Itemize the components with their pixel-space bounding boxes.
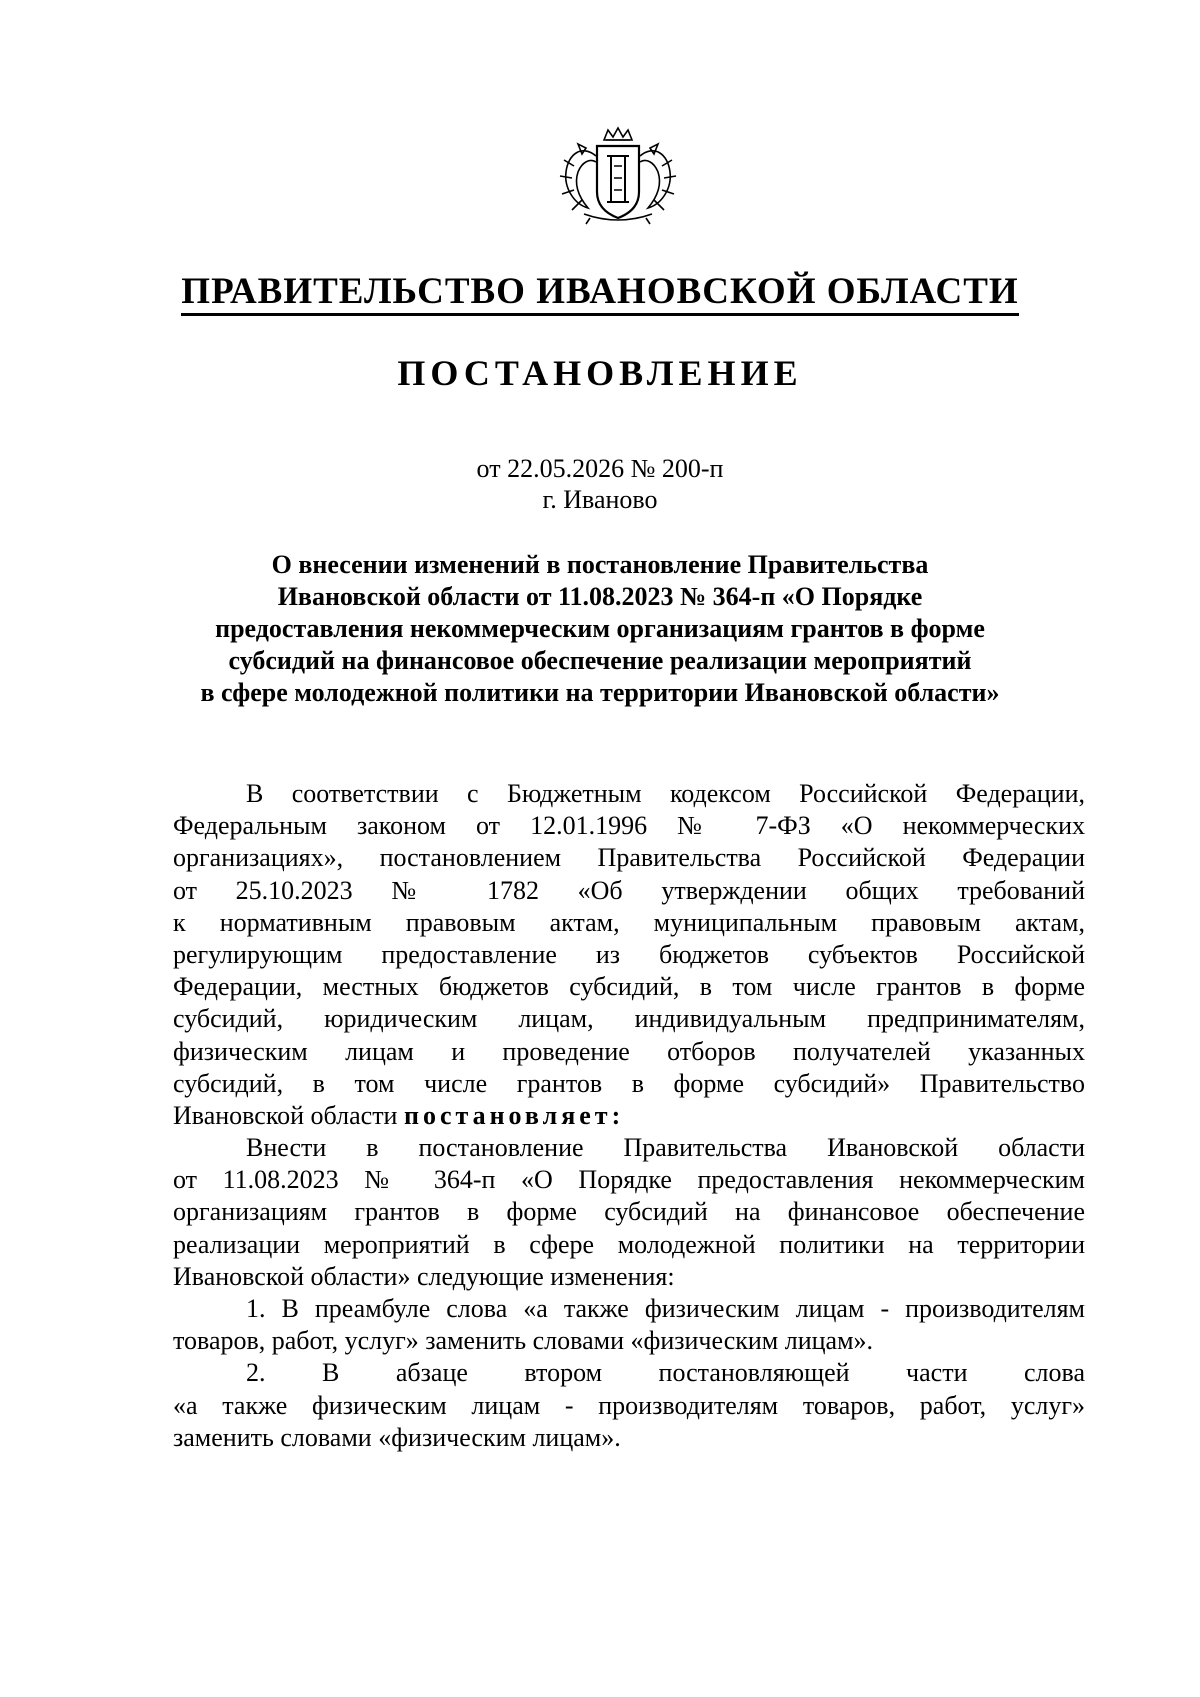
body-line: от 25.10.2023 № 1782 «Об утверждении общих требований <box>173 875 1085 905</box>
resolves-word: постановляет: <box>403 1100 625 1130</box>
title-line: Ивановской области от 11.08.2023 № 364-п «О Порядке <box>277 582 923 611</box>
title-line: О внесении изменений в постановление Правительства <box>271 550 929 579</box>
body-line: Внести в постановление Правительства Ивановской области <box>246 1133 1085 1163</box>
body-line: организациях», постановлением Правительства Российской Федерации <box>173 843 1085 873</box>
preamble-paragraph <box>173 778 1085 1132</box>
document-body <box>173 778 1085 1454</box>
title-line: субсидий на финансовое обеспечение реализации мероприятий <box>228 646 972 675</box>
preamble-last-text: Ивановской области <box>173 1100 404 1130</box>
body-line <box>173 1100 1085 1132</box>
body-line: 2. В абзаце втором постановляющей части слова <box>246 1358 1085 1388</box>
body-line: Ивановской области» следующие изменения: <box>173 1261 675 1291</box>
body-line: к нормативным правовым актам, муниципальным правовым актам, <box>173 907 1085 937</box>
title-line: предоставления некоммерческим организациям грантов в форме <box>215 614 985 643</box>
body-line: 1. В преамбуле слова «а также физическим лицам - производителям <box>246 1294 1085 1323</box>
intro-paragraph <box>173 1132 1085 1293</box>
body-line: от 11.08.2023 № 364-п «О Порядке предоставления некоммерческим <box>173 1165 1085 1195</box>
body-line: Федеральным законом от 12.01.1996 № 7-ФЗ «О некоммерческих <box>173 811 1085 841</box>
body-line: регулирующим предоставление из бюджетов субъектов Российской <box>173 939 1085 969</box>
item-2-paragraph <box>173 1357 1085 1454</box>
body-line: «а также физическим лицам - производителям товаров, работ, услуг» <box>173 1390 1085 1420</box>
document-type: ПОСТАНОВЛЕНИЕ <box>397 353 803 393</box>
body-line: субсидий, в том числе грантов в форме субсидий» Правительство <box>173 1068 1085 1098</box>
body-line: физическим лицам и проведение отборов получателей указанных <box>173 1036 1085 1066</box>
body-line: реализации мероприятий в сфере молодежной политики на территории <box>173 1229 1085 1259</box>
organization-name: ПРАВИТЕЛЬСТВО ИВАНОВСКОЙ ОБЛАСТИ <box>0 270 1200 316</box>
body-line: субсидий, юридическим лицам, индивидуальным предпринимателям, <box>173 1004 1085 1034</box>
body-line: заменить словами «физическим лицам». <box>173 1422 621 1452</box>
body-line: организациям грантов в форме субсидий на финансовое обеспечение <box>173 1197 1085 1227</box>
document-title <box>150 549 1050 709</box>
document-date-number: от 22.05.2026 № 200-п <box>476 454 724 483</box>
item-1-paragraph <box>173 1293 1085 1357</box>
body-line: В соответствии с Бюджетным кодексом Российской Федерации, <box>246 779 1085 808</box>
coat-of-arms-icon <box>556 126 681 228</box>
body-line: Федерации, местных бюджетов субсидий, в том числе грантов в форме <box>173 972 1085 1002</box>
body-line: товаров, работ, услуг» заменить словами «физическим лицам». <box>173 1326 874 1356</box>
title-line: в сфере молодежной политики на территории Ивановской области» <box>200 678 1000 707</box>
document-city: г. Иваново <box>542 485 658 514</box>
